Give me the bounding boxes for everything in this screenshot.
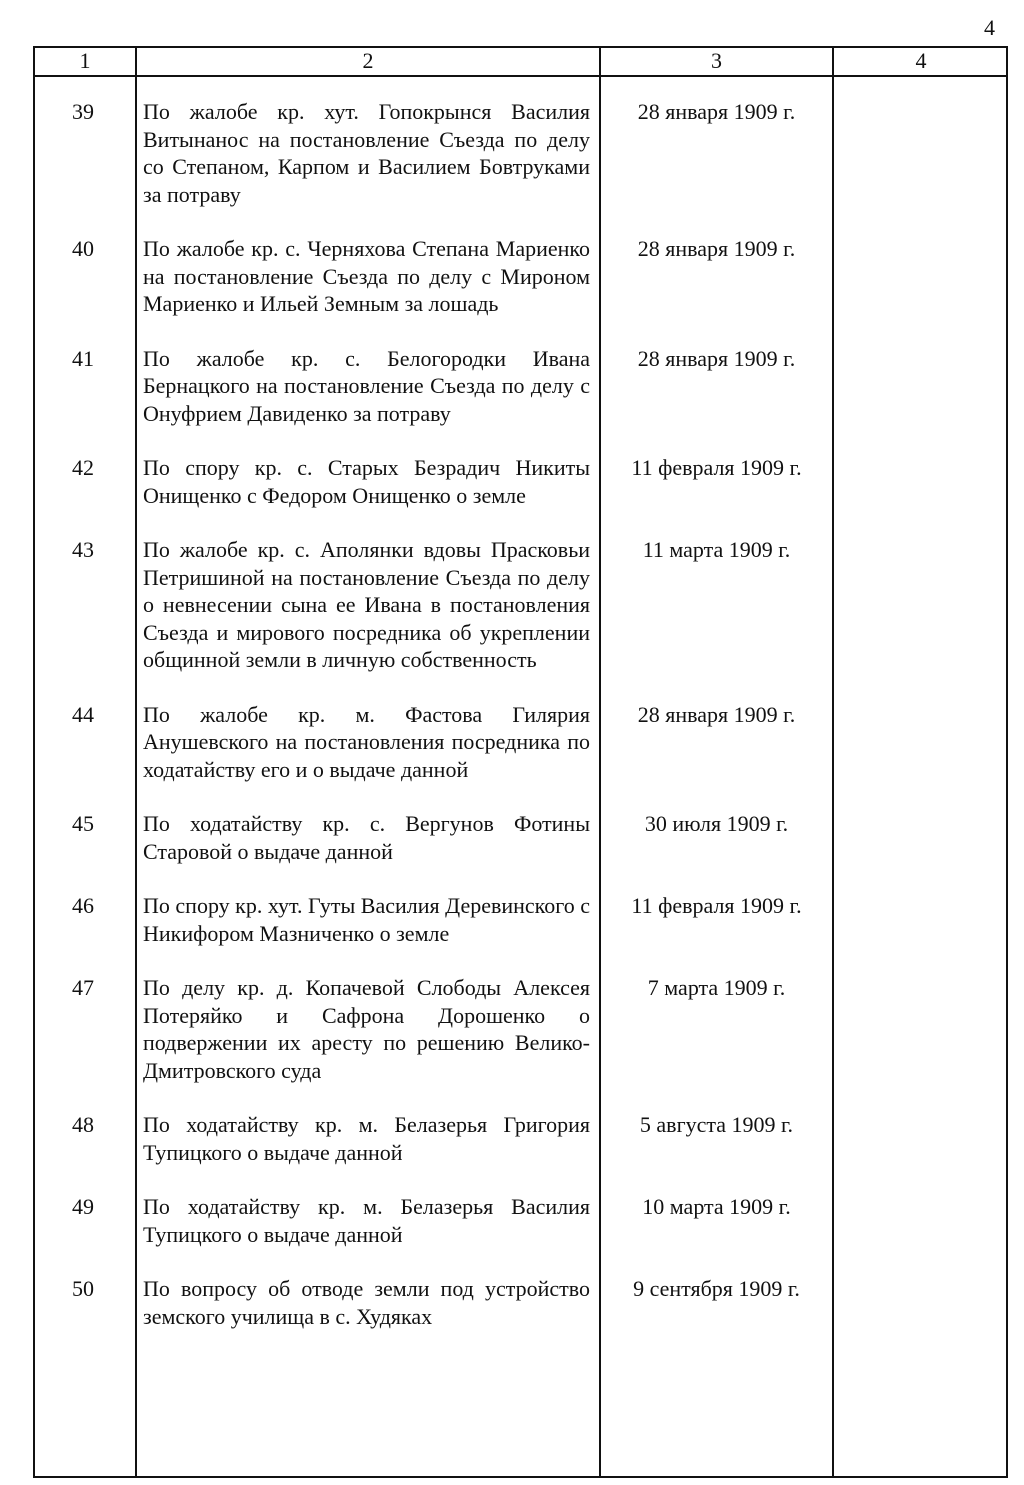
table-row (35, 1193, 1008, 1248)
entry-description: По ходатайству кр. м. Белазерья Василия Тупицкого о выдаче данной (143, 1194, 590, 1247)
entry-description: По спору кр. с. Старых Безрадич Никиты Онищенко с Федором Онищенко о земле (143, 455, 590, 508)
column-header-2: 2 (362, 48, 374, 73)
entry-date: 11 марта 1909 г. (642, 537, 791, 562)
table-row (35, 98, 1008, 208)
table-row (35, 235, 1008, 318)
table-row (35, 345, 1008, 428)
entry-number: 49 (72, 1194, 94, 1219)
entry-description: По жалобе кр. с. Аполянки вдовы Прасковьи Петришиной на постановление Съезда по делу о невнесении сына ее Ивана в постановления Съезда и мирового посредника об укреплении общинной земли в личную собственность (143, 537, 590, 672)
table-row (35, 1275, 1008, 1330)
entry-number: 47 (72, 975, 94, 1000)
page-number: 4 (984, 15, 995, 40)
entry-number: 46 (72, 893, 94, 918)
entry-date: 10 марта 1909 г. (642, 1194, 791, 1219)
entry-description: По ходатайству кр. с. Вергунов Фотины Старовой о выдаче данной (143, 811, 590, 864)
entry-date: 9 сентября 1909 г. (633, 1276, 800, 1301)
entry-number: 42 (72, 455, 94, 480)
entry-number: 43 (72, 537, 94, 562)
entry-date: 28 января 1909 г. (637, 99, 796, 124)
entry-date: 28 января 1909 г. (637, 236, 796, 261)
table-body (35, 98, 1008, 1357)
entry-description: По вопросу об отводе земли под устройство земского училища в с. Худяках (143, 1276, 590, 1329)
table-row (35, 810, 1008, 865)
table-row (35, 701, 1008, 784)
entry-number: 50 (72, 1276, 94, 1301)
table-row (35, 536, 1008, 674)
table-row (35, 1111, 1008, 1166)
column-header-3: 3 (711, 48, 722, 73)
entry-date: 28 января 1909 г. (637, 701, 796, 727)
entry-number: 44 (72, 701, 94, 727)
table-row (35, 454, 1008, 509)
entry-description: По жалобе кр. с. Черняхова Степана Мариенко на постановление Съезда по делу с Мироном Мариенко и Ильей Земным за лошадь (143, 236, 590, 316)
table-row (35, 892, 1008, 947)
entry-description: По жалобе кр. хут. Гопокрынся Василия Витынанос на постановление Съезда по делу со Степаном, Карпом и Василием Бовтруками за потраву (143, 99, 590, 207)
entry-description: По жалобе кр. м. Фастова Гилярия Анушевского на постановления посредника по ходатайству его и о выдаче данной (143, 701, 590, 782)
entry-description: По жалобе кр. с. Белогородки Ивана Бернацкого на постановление Съезда по делу с Онуфрием Давиденко за потраву (143, 345, 590, 426)
entry-number: 45 (72, 811, 94, 836)
table-row (35, 974, 1008, 1084)
entry-date: 28 января 1909 г. (637, 345, 796, 371)
column-header-4: 4 (915, 48, 927, 73)
entry-date: 5 августа 1909 г. (639, 1112, 794, 1137)
entry-date: 7 марта 1909 г. (647, 975, 786, 1000)
table-header-row (35, 48, 1006, 77)
entry-description: По делу кр. д. Копачевой Слободы Алексея Потеряйко и Сафрона Дорошенко о подвержении их аресту по решению Велико-Дмитровского суда (143, 975, 590, 1083)
entry-description: По спору кр. хут. Гуты Василия Деревинского с Никифором Мазниченко о земле (143, 893, 590, 946)
entry-number: 48 (72, 1112, 94, 1137)
entry-number: 41 (72, 345, 94, 371)
entry-date: 30 июля 1909 г. (644, 811, 789, 836)
entry-number: 39 (72, 99, 94, 124)
entry-date: 11 февраля 1909 г. (631, 455, 802, 480)
column-header-1: 1 (79, 48, 91, 73)
entry-date: 11 февраля 1909 г. (631, 893, 802, 918)
entry-description: По ходатайству кр. м. Белазерья Григория Тупицкого о выдаче данной (143, 1112, 590, 1165)
register-table (33, 46, 1008, 1478)
entry-number: 40 (72, 236, 94, 261)
